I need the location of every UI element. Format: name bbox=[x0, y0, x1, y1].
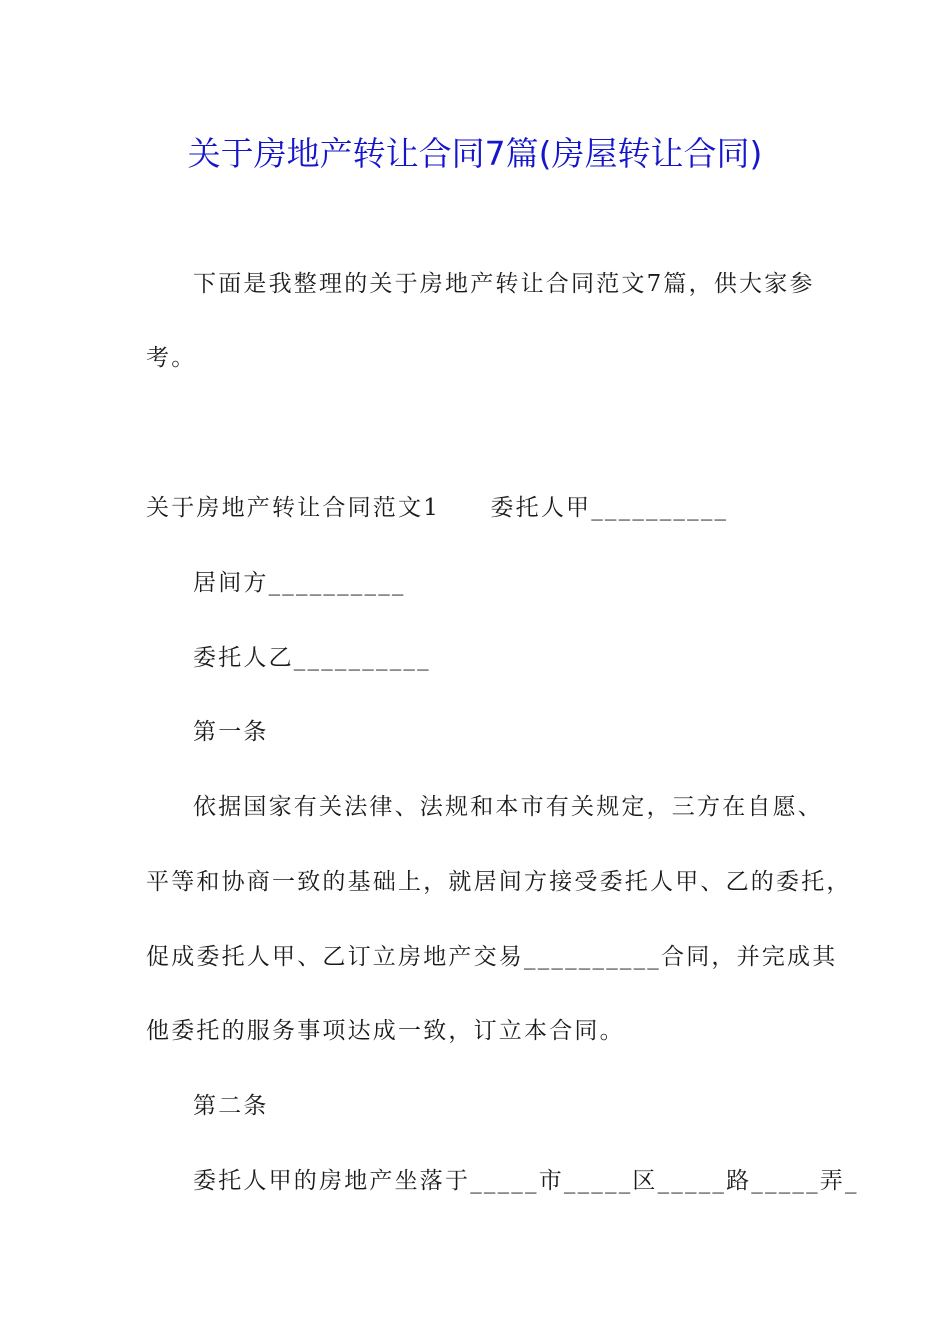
article-1-heading: 第一条 bbox=[193, 719, 269, 745]
article-1-line-3: 促成委托人甲、乙订立房地产交易__________合同，并完成其 bbox=[146, 944, 838, 970]
intro-line-2: 考。 bbox=[146, 345, 197, 371]
party-intermediary: 居间方__________ bbox=[193, 570, 406, 596]
article-1-line-4: 他委托的服务事项达成一致，订立本合同。 bbox=[146, 1018, 625, 1044]
article-1-line-2: 平等和协商一致的基础上，就居间方接受委托人甲、乙的委托， bbox=[146, 869, 852, 895]
intro-line-1: 下面是我整理的关于房地产转让合同范文7篇，供大家参 bbox=[193, 271, 815, 297]
section-heading-contract-1: 关于房地产转让合同范文1 委托人甲__________ bbox=[146, 495, 729, 521]
article-2-line-1: 委托人甲的房地产坐落于_____市_____区_____路_____弄_ bbox=[193, 1168, 859, 1194]
party-principal-b: 委托人乙__________ bbox=[193, 645, 431, 671]
article-2-heading: 第二条 bbox=[193, 1093, 269, 1119]
article-1-line-1: 依据国家有关法律、法规和本市有关规定，三方在自愿、 bbox=[193, 794, 823, 820]
document-title: 关于房地产转让合同7篇(房屋转让合同) bbox=[187, 134, 763, 173]
